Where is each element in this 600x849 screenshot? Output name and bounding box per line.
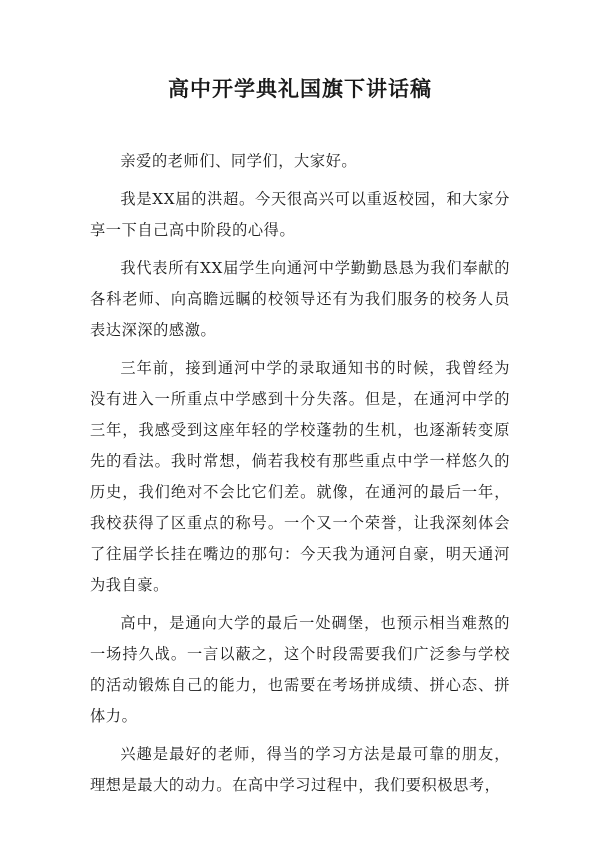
- paragraph-study-advice: 兴趣是最好的老师，得当的学习方法是最可靠的朋友，理想是最大的动力。在高中学习过程中，我们要积极思考，: [90, 745, 510, 794]
- page-title: 高中开学典礼国旗下讲话稿: [168, 77, 432, 101]
- speech-body: [90, 146, 510, 808]
- paragraph-high-school-challenge: 高中，是通向大学的最后一处碉堡，也预示相当难熬的一场持久战。一言以蔽之，这个时段需要我们广泛参与学校的活动锻炼自己的能力，也需要在考场拼成绩、拼心态、拼体力。: [90, 614, 510, 725]
- paragraph-greeting: 亲爱的老师们、同学们，大家好。: [120, 152, 358, 170]
- paragraph-gratitude: 我代表所有XX届学生向通河中学勤勤恳恳为我们奉献的各科老师、向高瞻远瞩的校领导还有为我们服务的校务人员表达深深的感激。: [90, 259, 510, 339]
- paragraph-introduction: 我是XX届的洪超。今天很高兴可以重返校园，和大家分享一下自己高中阶段的心得。: [90, 190, 510, 239]
- paragraph-school-memories: 三年前，接到通河中学的录取通知书的时候，我曾经为没有进入一所重点中学感到十分失落。但是，在通河中学的三年，我感受到这座年轻的学校蓬勃的生机，也逐渐转变原先的看法。我时常想，倘若我校有那些重点中学一样悠久的历史，我们绝对不会比它们差。就像，在通河的最后一年，我校获得了区重点的称号。一个又一个荣誉，让我深刻体会了往届学长挂在嘴边的那句：今天我为通河自豪，明天通河为我自豪。: [90, 359, 510, 594]
